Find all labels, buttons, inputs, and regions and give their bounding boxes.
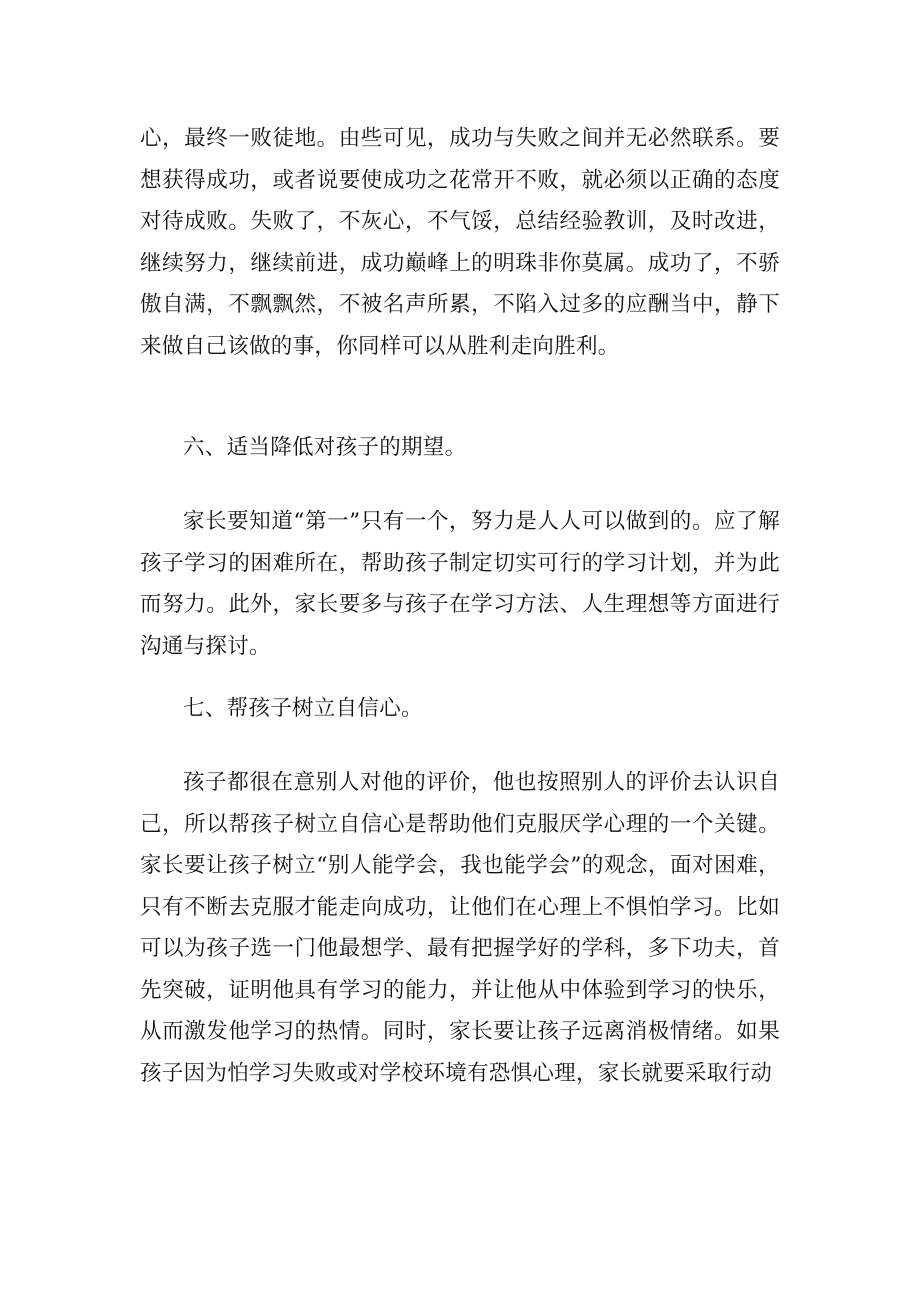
paragraph-success-attitude: 心，最终一败徒地。由些可见，成功与失败之间并无必然联系。要想获得成功，或者说要使成功之花常开不败，就必须以正确的态度对待成败。失败了，不灰心，不气馁，总结经验教训，及时改进，继续努力，继续前进，成功巅峰上的明珠非你莫属。成功了，不骄傲自满，不飘飘然，不被名声所累，不陷入过多的应酬当中，静下来做自己该做的事，你同样可以从胜利走向胜利。 xyxy=(140,126,780,359)
section-heading-seven: 七、帮孩子树立自信心。 xyxy=(183,696,423,721)
paragraph-build-confidence: 孩子都很在意别人对他的评价，他也按照别人的评价去认识自己，所以帮孩子树立自信心是帮助他们克服厌学心理的一个关键。家长要让孩子树立“别人能学会，我也能学会”的观念，面对困难，只有不断去克服才能走向成功，让他们在心理上不惧怕学习。比如可以为孩子选一门他最想学、最有把握学好的学科，多下功夫，首先突破，证明他具有学习的能力，并让他从中体验到学习的快乐，从而激发他学习的热情。同时，家长要让孩子远离消极情绪。如果孩子因为怕学习失败或对学校环境有恐惧心理，家长就要采取行动 xyxy=(140,770,780,1086)
paragraph-lower-expectations: 家长要知道“第一”只有一个，努力是人人可以做到的。应了解孩子学习的困难所在，帮助孩子制定切实可行的学习计划，并为此而努力。此外，家长要多与孩子在学习方法、人生理想等方面进行沟通与探讨。 xyxy=(140,509,780,659)
section-heading-six: 六、适当降低对孩子的期望。 xyxy=(183,435,467,460)
